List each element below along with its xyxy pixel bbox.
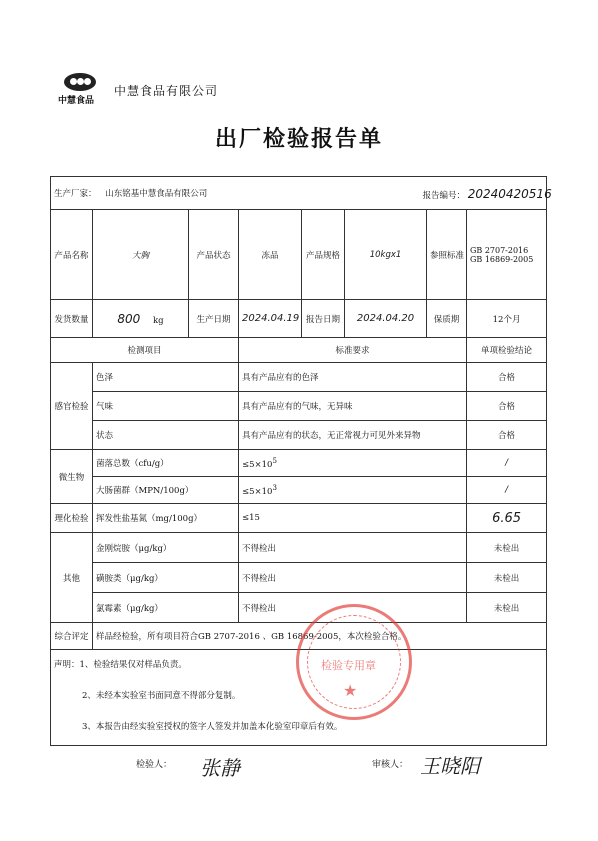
product-state-value: 冻品 xyxy=(239,210,302,300)
test-standard: 不得检出 xyxy=(239,593,467,623)
note-line: 3、本报告由经实验室授权的签字人签发并加盖本化验室印章后有效。 xyxy=(82,722,343,732)
report-no-value: 20240420516 xyxy=(467,186,552,201)
test-standard: 不得检出 xyxy=(239,533,467,563)
test-item: 大肠菌群（MPN/100g） xyxy=(93,477,239,504)
company-name: 中慧食品有限公司 xyxy=(114,84,219,98)
ref-standard-1: GB 2707-2016 xyxy=(470,245,529,255)
test-result: 未检出 xyxy=(467,593,547,623)
ref-standard-value xyxy=(467,210,547,300)
inspector-label: 检验人： xyxy=(136,760,173,770)
inspection-stamp xyxy=(296,604,412,720)
test-result: 6.65 xyxy=(467,504,547,533)
test-standard: 具有产品应有的色泽 xyxy=(239,363,467,392)
prod-date-label: 生产日期 xyxy=(189,300,239,338)
manufacturer-row xyxy=(51,177,552,210)
qty-unit: kg xyxy=(153,315,164,326)
reviewer-signature: 王晓阳 xyxy=(420,754,480,778)
group-sensory: 感官检验 xyxy=(51,363,93,450)
shelf-label: 保质期 xyxy=(427,300,467,338)
test-standard-cell xyxy=(239,477,467,504)
product-state-label: 产品状态 xyxy=(189,210,239,300)
test-standard: ≤5×10 xyxy=(242,459,273,470)
test-item: 色泽 xyxy=(93,363,239,392)
prod-date-value: 2024.04.19 xyxy=(239,300,302,338)
logo-text: 中慧食品 xyxy=(58,96,95,106)
test-standard: ≤5×10 xyxy=(242,486,273,497)
manufacturer-value: 山东铭基中慧食品有限公司 xyxy=(105,189,208,199)
test-result: / xyxy=(467,450,547,477)
ref-standard-label: 参照标准 xyxy=(427,210,467,300)
evaluation-label: 综合评定 xyxy=(51,623,93,650)
document-title: 出厂检验报告单 xyxy=(214,127,383,152)
report-no-label: 报告编号： xyxy=(422,190,466,201)
product-name-label: 产品名称 xyxy=(51,210,93,300)
stamp-text: 检验专用章 xyxy=(321,659,376,672)
test-item: 状态 xyxy=(93,421,239,450)
product-spec-value: 10kgx1 xyxy=(345,210,427,300)
exponent: 3 xyxy=(272,483,277,493)
test-result: 合格 xyxy=(467,392,547,421)
qty-cell xyxy=(93,300,189,338)
report-date-label: 报告日期 xyxy=(302,300,345,338)
test-item: 气味 xyxy=(93,392,239,421)
exponent: 5 xyxy=(272,456,277,466)
test-result: 未检出 xyxy=(467,533,547,563)
test-item: 菌落总数（cfu/g） xyxy=(93,450,239,477)
group-micro: 微生物 xyxy=(51,450,93,504)
test-standard-cell xyxy=(239,450,467,477)
qty-label: 发货数量 xyxy=(51,300,93,338)
test-standard: 不得检出 xyxy=(239,563,467,593)
product-name-value: 大胸 xyxy=(93,210,189,300)
test-result: 未检出 xyxy=(467,563,547,593)
test-result: / xyxy=(467,477,547,504)
note-line: 声明：1、检验结果仅对样品负责。 xyxy=(54,660,187,670)
test-item: 氯霉素（μg/kg） xyxy=(93,593,239,623)
group-physchem: 理化检验 xyxy=(51,504,93,533)
note-line: 2、未经本实验室书面同意不得部分复制。 xyxy=(82,691,241,701)
test-standard: ≤15 xyxy=(239,504,467,533)
test-standard: 具有产品应有的状态，无正常视力可见外来异物 xyxy=(239,421,467,450)
evaluation-text: 样品经检验，所有项目符合GB 2707-2016 、GB 16869-2005，本次检验合格。 xyxy=(93,623,547,650)
col-header-conclusion: 单项检验结论 xyxy=(467,338,547,363)
col-header-standard: 标准要求 xyxy=(239,338,467,363)
inspector-signature: 张静 xyxy=(200,756,240,780)
test-result: 合格 xyxy=(467,363,547,392)
reviewer-label: 审核人： xyxy=(372,760,409,770)
group-other: 其他 xyxy=(51,533,93,623)
test-standard: 具有产品应有的气味，无异味 xyxy=(239,392,467,421)
report-date-value: 2024.04.20 xyxy=(345,300,427,338)
test-item: 金刚烷胺（μg/kg） xyxy=(93,533,239,563)
ref-standard-2: GB 16869-2005 xyxy=(470,254,534,264)
test-result: 合格 xyxy=(467,421,547,450)
manufacturer-label: 生产厂家： xyxy=(54,189,97,199)
company-logo-icon xyxy=(64,73,96,91)
shelf-value: 12个月 xyxy=(467,300,547,338)
test-item: 磺胺类（μg/kg） xyxy=(93,563,239,593)
star-icon: ★ xyxy=(343,681,358,700)
col-header-item: 检测项目 xyxy=(51,338,239,363)
product-spec-label: 产品规格 xyxy=(302,210,345,300)
qty-value: 800 xyxy=(117,311,141,326)
test-item: 挥发性盐基氮（mg/100g） xyxy=(93,504,239,533)
